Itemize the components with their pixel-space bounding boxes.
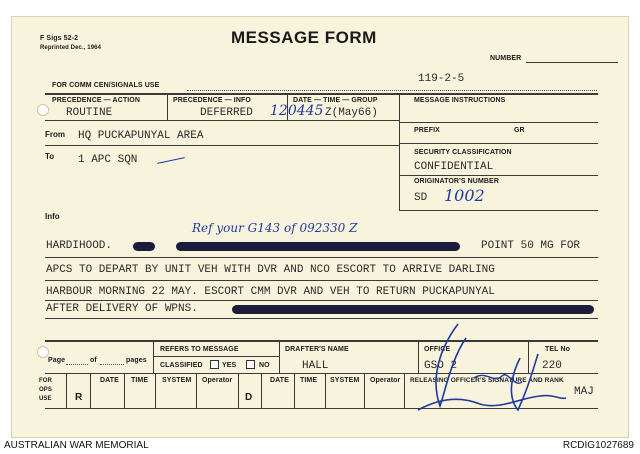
classified-yes-checkbox[interactable] xyxy=(210,360,219,369)
handwritten-reference: Ref your G143 of 092330 Z xyxy=(192,221,358,235)
ops-div-4 xyxy=(196,373,197,408)
of-label: of xyxy=(90,357,97,364)
for-ops-label: FOR OPS USE xyxy=(39,378,52,402)
rule-security xyxy=(399,143,598,144)
rule-originator xyxy=(399,175,598,176)
pages-label: pages xyxy=(126,357,147,364)
redaction-3 xyxy=(232,305,594,314)
dtg-value: Z(May66) xyxy=(325,107,378,119)
security-value: CONFIDENTIAL xyxy=(414,161,494,173)
message-instructions-label: MESSAGE INSTRUCTIONS xyxy=(414,97,506,104)
prefix-label: PREFIX xyxy=(414,127,440,134)
classified-no-checkbox[interactable] xyxy=(246,360,255,369)
d-label: D xyxy=(245,392,253,403)
rule-prefix xyxy=(399,122,598,123)
punch-hole-top xyxy=(37,104,49,116)
date-label-2: DATE xyxy=(270,377,289,384)
tel-value: 220 xyxy=(542,360,562,372)
ops-div-6 xyxy=(261,373,262,408)
to-value: 1 APC SQN xyxy=(78,154,138,166)
reprinted-note: Reprinted Dec., 1964 xyxy=(40,45,102,51)
originator-prefix: SD xyxy=(414,192,428,204)
rule-originator-bottom xyxy=(399,210,598,211)
ops-div-3 xyxy=(155,373,156,408)
number-line xyxy=(526,62,618,63)
dtg-label: DATE — TIME — GROUP xyxy=(293,97,378,104)
info-label: Info xyxy=(45,212,60,221)
divider-3 xyxy=(399,93,400,210)
number-label: NUMBER xyxy=(490,55,522,62)
rule-precedence xyxy=(45,120,399,121)
tel-label: TEL No xyxy=(545,346,570,353)
from-label: From xyxy=(45,130,65,139)
ops-div-7 xyxy=(294,373,295,408)
comm-cen-value: 119-2-5 xyxy=(418,73,465,85)
r-label: R xyxy=(75,392,83,403)
rule-line-2 xyxy=(45,280,598,281)
rule-line-3 xyxy=(45,300,598,301)
ops-div-10 xyxy=(404,373,405,408)
of-field xyxy=(100,364,124,365)
classified-label: CLASSIFIED xyxy=(160,362,203,369)
time-label-2: TIME xyxy=(300,377,318,384)
precedence-action-value: ROUTINE xyxy=(66,107,113,119)
rank-value: MAJ xyxy=(574,386,594,398)
ops-div-2 xyxy=(124,373,125,408)
security-label: SECURITY CLASSIFICATION xyxy=(414,149,512,156)
ops-div-9 xyxy=(364,373,365,408)
comm-cen-line xyxy=(187,90,597,91)
operator-label-2: Operator xyxy=(370,377,401,384)
message-line-1-start: HARDIHOOD. xyxy=(46,240,113,252)
message-line-2: APCS TO DEPART BY UNIT VEH WITH DVR AND NCO ESCORT TO ARRIVE DARLING xyxy=(46,264,495,276)
drafter-value: HALL xyxy=(302,360,329,372)
ops-div-5 xyxy=(238,373,239,408)
form-code: F Sigs 52-2 xyxy=(40,35,79,42)
to-label: To xyxy=(45,152,55,161)
form-title: MESSAGE FORM xyxy=(231,28,377,47)
comm-cen-label: FOR COMM CEN/SIGNALS USE xyxy=(52,82,160,89)
from-value: HQ PUCKAPUNYAL AREA xyxy=(78,130,204,142)
ops-div-1 xyxy=(90,373,91,408)
archive-credit: AUSTRALIAN WAR MEMORIAL xyxy=(4,440,149,451)
precedence-info-value: DEFERRED xyxy=(200,107,253,119)
no-label: NO xyxy=(259,362,270,369)
operator-label-1: Operator xyxy=(202,377,233,384)
system-label-1: SYSTEM xyxy=(162,377,192,384)
precedence-info-label: PRECEDENCE — INFO xyxy=(173,97,251,104)
originator-label: ORIGINATOR'S NUMBER xyxy=(414,178,499,185)
rule-refers xyxy=(153,356,279,357)
archive-id: RCDIG1027689 xyxy=(562,440,634,451)
divider-bottom-2 xyxy=(279,340,280,373)
office-value: GSO 2 xyxy=(424,360,458,372)
message-line-4-start: AFTER DELIVERY OF WPNS. xyxy=(46,303,198,315)
office-label: OFFICE xyxy=(424,346,451,353)
redaction-1 xyxy=(133,242,155,251)
redaction-2 xyxy=(176,242,460,251)
officer-signature xyxy=(410,318,570,418)
gr-label: GR xyxy=(514,127,525,134)
drafter-label: DRAFTER'S NAME xyxy=(285,346,349,353)
precedence-action-label: PRECEDENCE — ACTION xyxy=(52,97,140,104)
dtg-handwritten: 120445 xyxy=(270,103,324,119)
yes-label: YES xyxy=(222,362,237,369)
message-line-3: HARBOUR MORNING 22 MAY. ESCORT CMM DVR AND VEH TO RETURN PUCKAPUNYAL xyxy=(46,286,495,298)
rule-line-1 xyxy=(45,257,598,258)
message-line-1-end: POINT 50 MG FOR xyxy=(481,240,581,252)
rule-top xyxy=(45,93,598,95)
ops-div-0 xyxy=(66,373,67,408)
page-field xyxy=(66,364,88,365)
rule-from xyxy=(45,145,399,146)
page-label: Page xyxy=(48,357,66,364)
originator-handwritten: 1002 xyxy=(444,186,485,205)
divider-1 xyxy=(167,93,168,120)
date-label-1: DATE xyxy=(100,377,119,384)
system-label-2: SYSTEM xyxy=(330,377,360,384)
releasing-label: RELEASING OFFICER'S SIGNATURE AND RANK xyxy=(410,377,564,384)
time-label-1: TIME xyxy=(131,377,149,384)
refers-label: REFERS TO MESSAGE xyxy=(160,346,239,353)
ops-div-8 xyxy=(325,373,326,408)
